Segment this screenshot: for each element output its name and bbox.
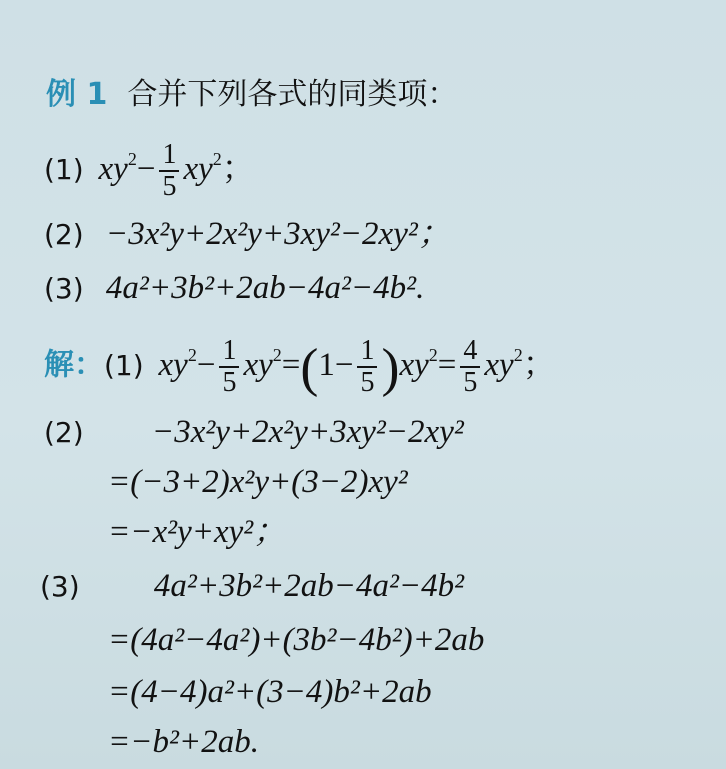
problem-3-expression: 4a²+3b²+2ab−4a²−4b².: [105, 270, 425, 306]
solution-2-expression: −3x²y+2x²y+3xy²−2xy²: [151, 414, 464, 450]
example-instruction: 合并下列各式的同类项：: [127, 77, 458, 112]
solution-label: 解：: [44, 347, 104, 383]
example-heading: [46, 74, 457, 115]
solution-2-number: (2): [44, 416, 84, 449]
solution-3-line-4: =−b²+2ab.: [108, 724, 259, 760]
solution-3-number: (3): [40, 570, 80, 603]
problem-3-number: (3): [44, 272, 84, 305]
solution-3-line-3: =(4−4)a²+(3−4)b²+2ab: [108, 674, 432, 710]
solution-1: [44, 336, 556, 398]
fraction-one-fifth-b: $\frac{1}{5}$: [357, 336, 377, 398]
fraction-one-fifth: $\frac{1}{5}$: [159, 140, 179, 202]
solution-3-expression: 4a²+3b²+2ab−4a²−4b²: [153, 568, 465, 604]
solution-1-number: (1): [104, 348, 144, 382]
problem-1-expression: $xy^2-$ $\frac{1}{5}$ $xy^2$；: [91, 139, 255, 202]
solution-3-line-2: =(4a²−4a²)+(3b²−4b²)+2ab: [108, 622, 485, 658]
problem-3: [44, 268, 424, 309]
problem-2-expression: −3x²y+2x²y+3xy²−2xy²；: [105, 216, 451, 252]
problem-2: [44, 214, 451, 255]
solution-3-line-1: [40, 566, 464, 607]
solution-1-expression: $xy^2-$ $\frac{1}{5}$ $xy^2=(1-$ $\frac{1}{5}$ )$xy^2=$ $\frac{4}{5}$ $xy^2$；: [151, 335, 556, 398]
fraction-one-fifth-a: $\frac{1}{5}$: [219, 336, 239, 398]
problem-1-number: (1): [44, 152, 84, 186]
example-label: 例 1: [46, 77, 108, 112]
solution-2-line-2: =(−3+2)x²y+(3−2)xy²: [108, 464, 408, 500]
solution-2-line-3: =−x²y+xy²；: [108, 514, 287, 550]
fraction-four-fifths: $\frac{4}{5}$: [460, 336, 480, 398]
solution-2-line-1: [44, 412, 464, 453]
problem-1: [44, 140, 255, 202]
problem-2-number: (2): [44, 218, 84, 251]
